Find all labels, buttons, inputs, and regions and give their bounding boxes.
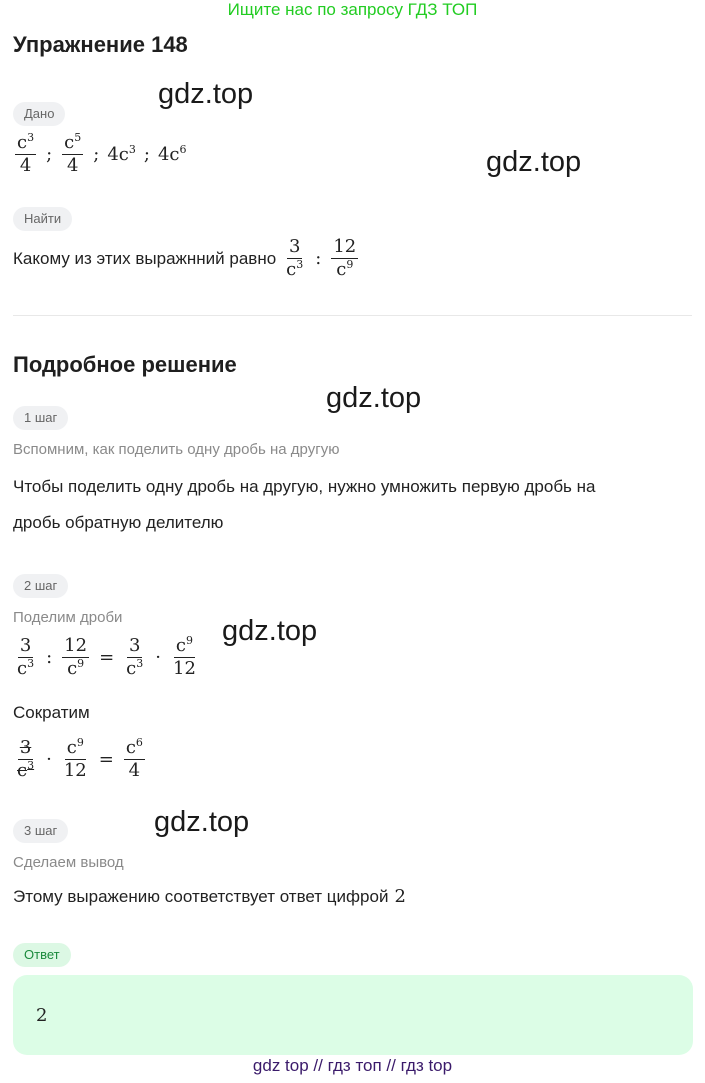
watermark: gdz.top (326, 382, 422, 414)
step-1-text-line2: дробь обратную делителю (13, 513, 224, 532)
given-expression: $\frac{c^3}{4}$ ; $\frac{c^5}{4}$ ; $4c^3$ ; $4c^6$ (17, 131, 187, 176)
step-1-subtitle: Вспомним, как поделить одну дробь на другую (13, 441, 340, 458)
find-row: Какому из этих выражнний равно $\frac{3}{c^3}$ : $\frac{12}{c^9}$ (13, 236, 357, 280)
watermark: gdz.top (486, 146, 582, 178)
step-1-text-line1: Чтобы поделить одну дробь на другую, нужно умножить первую дробь на (13, 477, 596, 496)
step-3-value: 2 (394, 886, 406, 907)
step-2-subtitle: Поделим дроби (13, 609, 123, 626)
solution-title: Подробное решение (13, 352, 237, 377)
given-term-3: $4c^3$ (107, 143, 136, 165)
watermark: gdz.top (222, 615, 318, 647)
find-fraction-1: $\frac{3}{c^3}$ (286, 236, 304, 280)
step-3-conclusion (13, 886, 406, 907)
given-badge: Дано (13, 102, 65, 126)
step-1-badge: 1 шаг (13, 406, 68, 430)
section-divider (13, 315, 692, 316)
given-fraction-2: $\frac{c^5}{4}$ (64, 131, 82, 176)
footer-links[interactable]: gdz top // гдз топ // гдз top (252, 1056, 453, 1075)
watermark: gdz.top (158, 78, 254, 110)
page-title: Упражнение 148 (13, 32, 188, 57)
step-3-subtitle: Сделаем вывод (13, 854, 124, 871)
answer-box (13, 975, 693, 1055)
given-term-4: $4c^6$ (157, 143, 187, 165)
find-text: Какому из этих выражнний равно (13, 248, 277, 268)
given-fraction-1: $\frac{c^3}{4}$ (17, 131, 35, 176)
promo-banner[interactable]: Ищите нас по запросу ГДЗ ТОП (227, 0, 478, 19)
step-3-text: Этому выражению соответствует ответ цифрой (13, 886, 389, 906)
find-badge: Найти (13, 207, 72, 231)
step-3-badge: 3 шаг (13, 819, 68, 843)
step-2-badge: 2 шаг (13, 574, 68, 598)
reduce-label: Сократим (13, 703, 90, 722)
answer-badge: Ответ (13, 943, 71, 967)
reduction-equation: $\frac{3}{c^3}$ · $\frac{c^9}{12}$ = $\frac{c^6}{4}$ (17, 736, 143, 781)
watermark: gdz.top (154, 806, 250, 838)
division-equation: $\frac{3}{c^3}$ : $\frac{12}{c^9}$ = $\frac{3}{c^3}$ · $\frac{c^9}{12}$ (17, 634, 196, 679)
find-fraction-2: $\frac{12}{c^9}$ (333, 236, 357, 280)
answer-value: 2 (36, 1005, 48, 1026)
